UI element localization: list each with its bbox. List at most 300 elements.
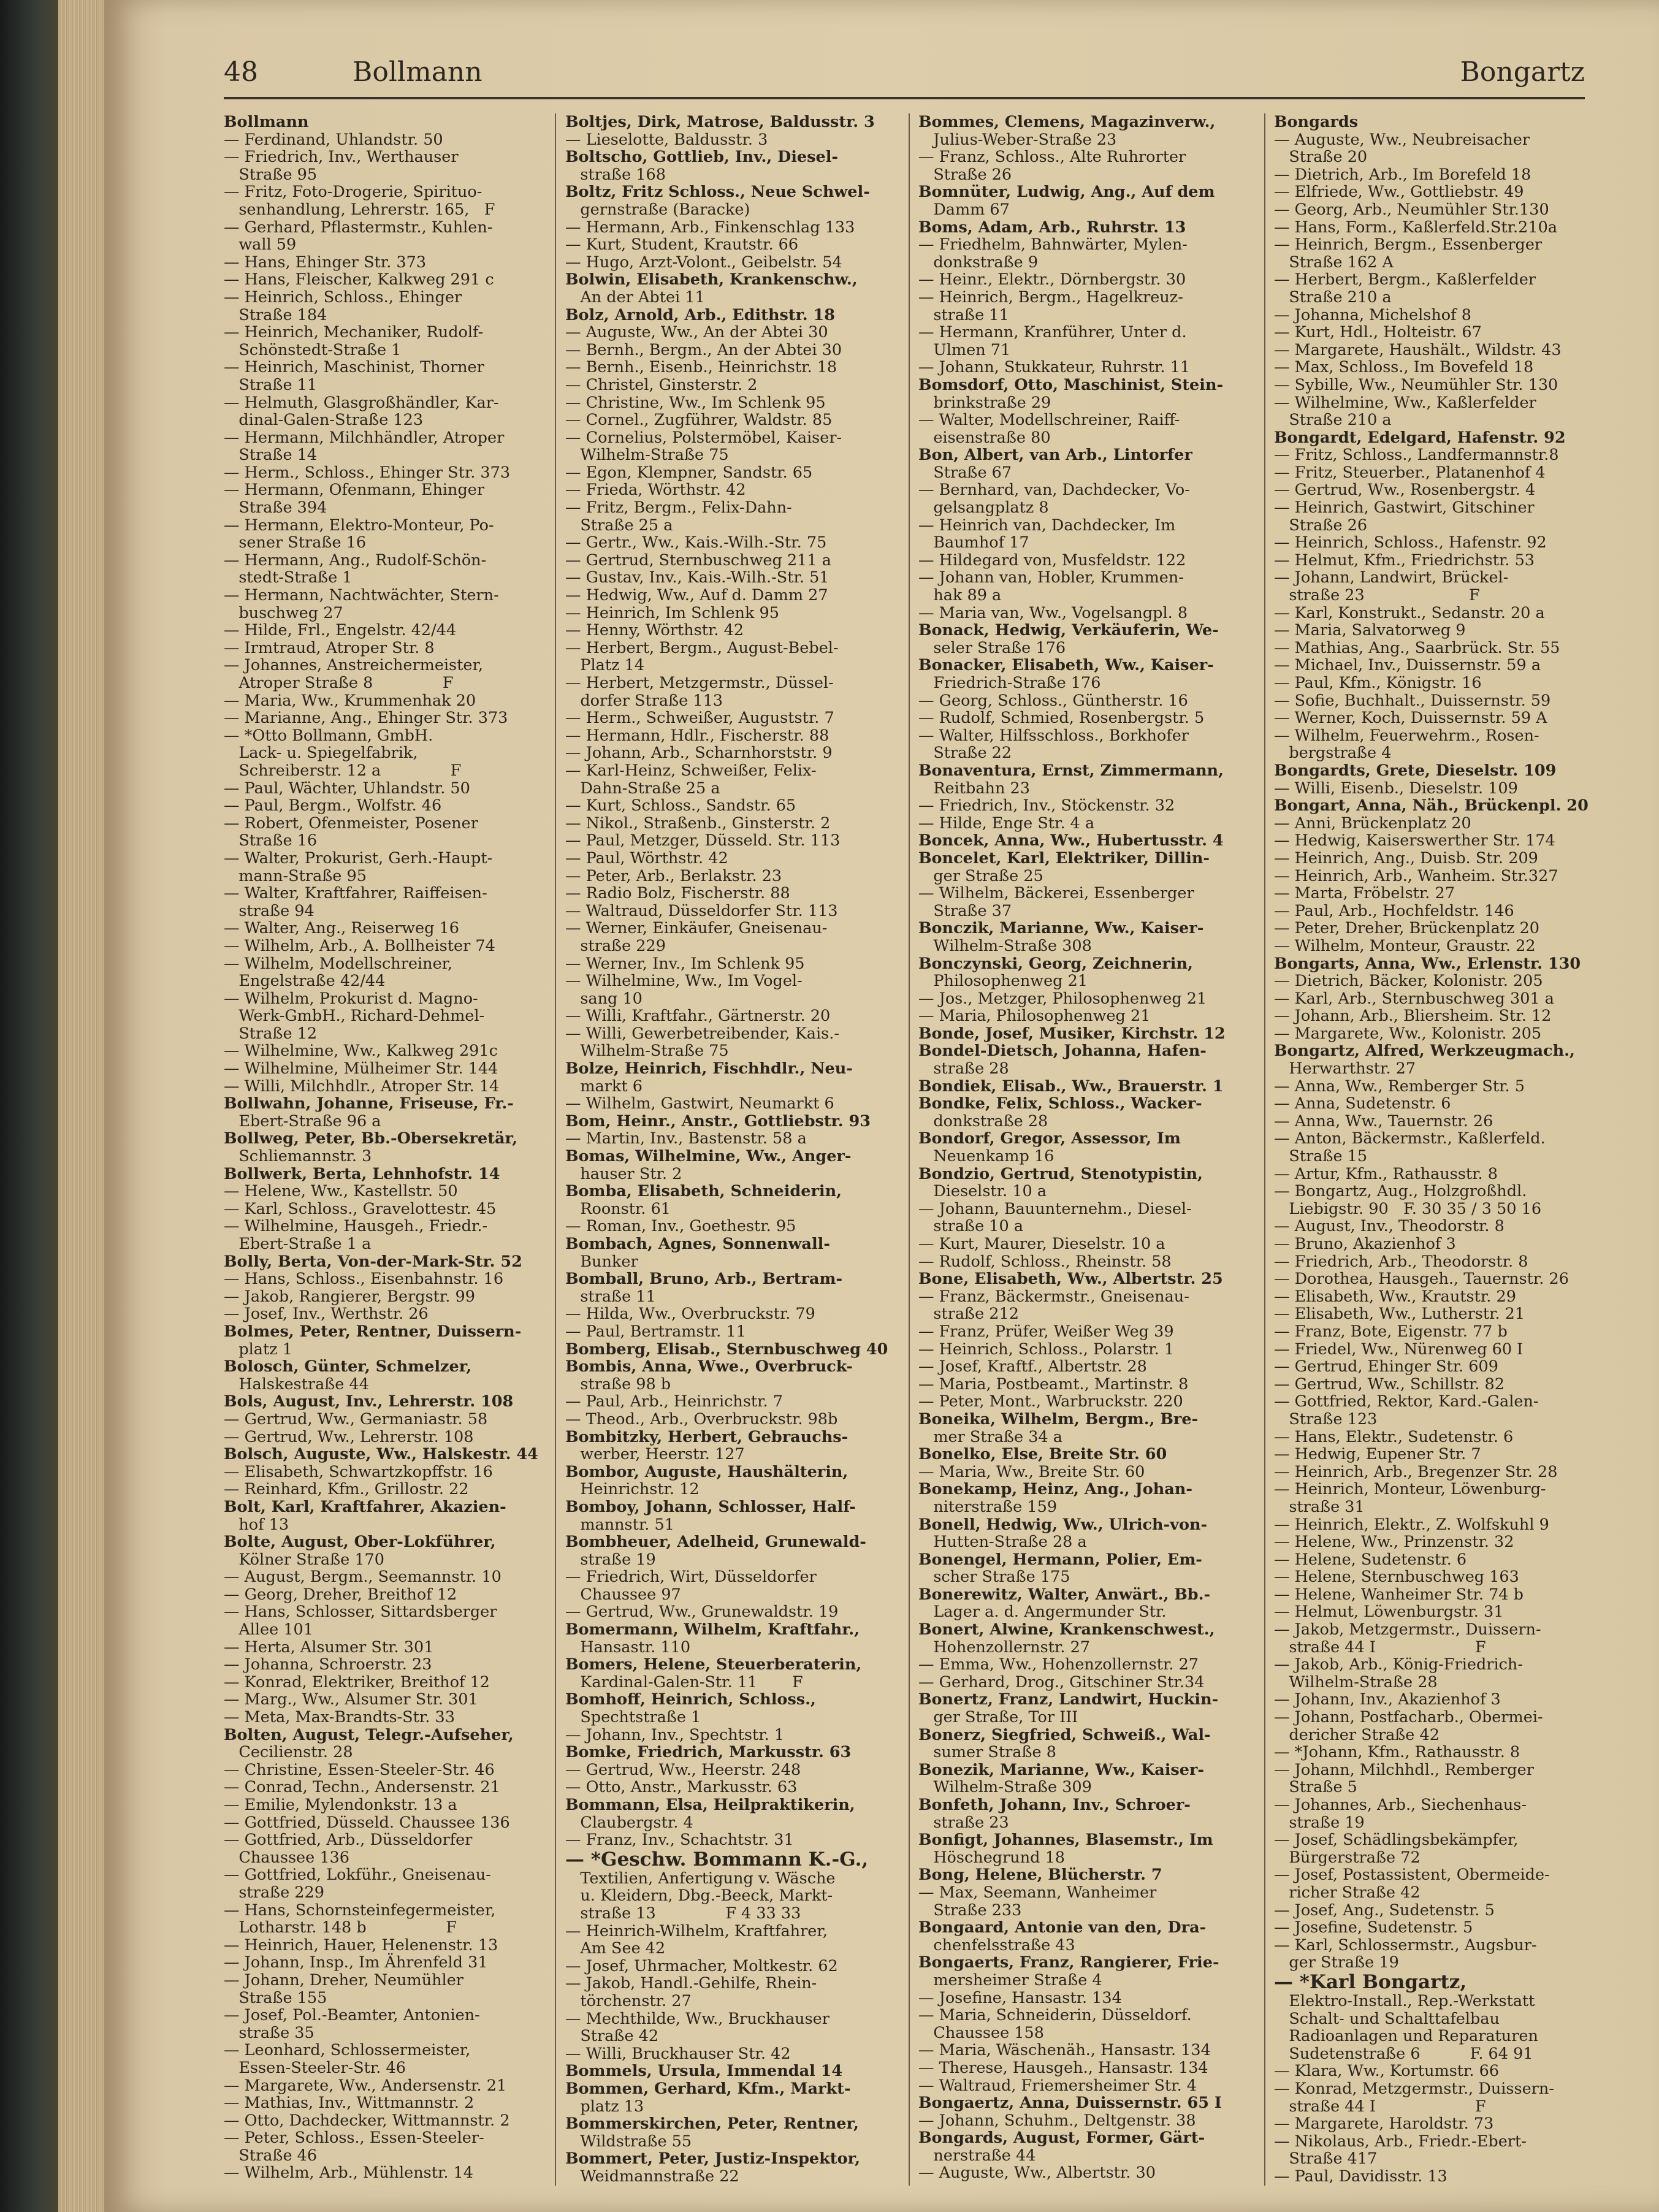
- directory-entry-line: — Friedel, Ww., Nürenweg 60 I: [1274, 1340, 1524, 1359]
- directory-entry-line: Straße 25 a: [565, 516, 673, 535]
- directory-entry-line: Bolsch, Auguste, Ww., Halskestr. 44: [224, 1445, 538, 1464]
- directory-entry-line: straße 11: [565, 1287, 656, 1306]
- directory-entry-line: Bols, August, Inv., Lehrerstr. 108: [224, 1392, 514, 1411]
- directory-entry-line: Elektro-Install., Rep.-Werkstatt: [1274, 1991, 1535, 2010]
- directory-entry-line: — Dietrich, Arb., Im Borefeld 18: [1274, 165, 1531, 184]
- directory-entry-line: — Kurt, Student, Krautstr. 66: [565, 235, 799, 254]
- directory-entry-line: — Irmtraud, Atroper Str. 8: [224, 638, 435, 657]
- directory-entry-line: — Willi, Bruckhauser Str. 42: [565, 2044, 791, 2063]
- directory-entry-line: Straße 42: [565, 2027, 659, 2046]
- directory-entry-line: — Walter, Kraftfahrer, Raiffeisen-: [224, 884, 487, 903]
- directory-entry-line: Bonfeth, Johann, Inv., Schroer-: [918, 1796, 1191, 1814]
- directory-entry-line: Bomas, Wilhelmine, Ww., Anger-: [565, 1147, 852, 1166]
- directory-entry-line: donkstraße 28: [918, 1112, 1048, 1131]
- directory-entry-line: — Michael, Inv., Duissernstr. 59 a: [1274, 656, 1541, 675]
- directory-entry-line: Straße 26: [1274, 516, 1368, 535]
- directory-entry-line: Ulmen 71: [918, 340, 1011, 359]
- directory-entry-line: Bongardts, Grete, Dieselstr. 109: [1274, 761, 1557, 780]
- directory-entry-line: Schliemannstr. 3: [224, 1147, 372, 1166]
- directory-entry-line: Julius-Weber-Straße 23: [918, 130, 1117, 149]
- directory-entry-line: Schönstedt-Straße 1: [224, 340, 402, 359]
- directory-entry-line: — Elfriede, Ww., Gottliebstr. 49: [1274, 183, 1524, 202]
- page-edges: [58, 0, 107, 2212]
- directory-entry-line: — Mathias, Ang., Saarbrück. Str. 55: [1274, 638, 1560, 657]
- directory-entry-line: — Bernh., Eisenb., Heinrichstr. 18: [565, 358, 837, 377]
- directory-entry-line: Weidmannstraße 22: [565, 2167, 739, 2186]
- directory-entry-line: Bombis, Anna, Wwe., Overbruck-: [565, 1357, 853, 1376]
- directory-entry-line: Bolten, August, Telegr.-Aufseher,: [224, 1725, 514, 1744]
- directory-entry-line: — Friedrich, Inv., Werthauser: [224, 148, 459, 167]
- directory-entry-line: — Wilhelmine, Ww., Kaßlerfelder: [1274, 393, 1536, 412]
- directory-entry-line: sang 10: [565, 989, 643, 1008]
- directory-entry-line: — Gertrud, Ehinger Str. 609: [1274, 1357, 1498, 1376]
- directory-entry-line: Hutten-Straße 28 a: [918, 1533, 1087, 1552]
- directory-entry-line: Boncelet, Karl, Elektriker, Dillin-: [918, 849, 1210, 868]
- directory-entry-line: — Johannes, Arb., Siechenhaus-: [1274, 1796, 1527, 1814]
- page-number: 48: [224, 56, 258, 88]
- directory-entry-line: — Hermann, Kranführer, Unter d.: [918, 323, 1187, 342]
- directory-entry-line: — Reinhard, Kfm., Grillostr. 22: [224, 1480, 469, 1499]
- directory-entry-line: straße 28: [918, 1059, 1009, 1078]
- directory-entry-line: — Gottfried, Düsseld. Chaussee 136: [224, 1813, 510, 1832]
- directory-entry-line: — Auguste, Ww., Albertstr. 30: [918, 2164, 1156, 2183]
- directory-entry-line: — Otto, Anstr., Markusstr. 63: [565, 1778, 798, 1797]
- directory-entry-line: — Josef, Ang., Sudetenstr. 5: [1274, 1901, 1495, 1920]
- directory-entry-line: Bongartz, Alfred, Werkzeugmach.,: [1274, 1042, 1575, 1061]
- directory-entry-line: — Heinrich, Arb., Bregenzer Str. 28: [1274, 1462, 1558, 1481]
- directory-entry-line: Bürgerstraße 72: [1274, 1848, 1421, 1867]
- directory-entry-line: — Emilie, Mylendonkstr. 13 a: [224, 1796, 457, 1814]
- directory-entry-line: Lack- u. Spiegelfabrik,: [224, 744, 418, 763]
- directory-entry-line: — Johann, Schuhm., Deltgenstr. 38: [918, 2111, 1196, 2130]
- directory-entry-line: — Heinrich van, Dachdecker, Im: [918, 516, 1176, 535]
- directory-entry-line: — Karl-Heinz, Schweißer, Felix-: [565, 761, 817, 780]
- directory-entry-line: Damm 67: [918, 200, 1010, 219]
- directory-entry-line: — Klara, Ww., Kortumstr. 66: [1274, 2062, 1500, 2081]
- directory-entry-line: — Gertrud, Ww., Rosenbergstr. 4: [1274, 481, 1536, 500]
- directory-entry-line: — Walter, Modellschreiner, Raiff-: [918, 411, 1180, 430]
- directory-entry-line: — Willi, Milchhdlr., Atroper Str. 14: [224, 1077, 500, 1096]
- directory-entry-line: Bommes, Clemens, Magazinverw.,: [918, 113, 1216, 131]
- directory-entry-line: straße 23: [918, 1813, 1009, 1832]
- directory-entry-line: Bondel-Dietsch, Johanna, Hafen-: [918, 1042, 1207, 1061]
- directory-entry-line: Bomboy, Johann, Schlosser, Half-: [565, 1497, 856, 1516]
- directory-entry-line: — Maria, Salvatorweg 9: [1274, 621, 1466, 640]
- directory-entry-line: Straße 123: [1274, 1409, 1378, 1428]
- directory-entry-line: sener Straße 16: [224, 533, 367, 552]
- directory-entry-line: platz 13: [565, 2097, 644, 2116]
- directory-entry-line: Bonezik, Marianne, Ww., Kaiser-: [918, 1760, 1204, 1779]
- directory-entry-line: — Wilhelm, Monteur, Graustr. 22: [1274, 936, 1536, 955]
- directory-entry-line: — Margarete, Ww., Kolonistr. 205: [1274, 1024, 1542, 1043]
- directory-entry-line: — Nikolaus, Arb., Friedr.-Ebert-: [1274, 2132, 1527, 2151]
- directory-entry-line: mersheimer Straße 4: [918, 1970, 1102, 1989]
- directory-entry-line: — Karl, Schloss., Gravelottestr. 45: [224, 1199, 497, 1218]
- directory-entry-line: — Anna, Ww., Tauernstr. 26: [1274, 1112, 1493, 1131]
- directory-entry-line: brinkstraße 29: [918, 393, 1051, 412]
- directory-entry-line: — Rudolf, Schloss., Rheinstr. 58: [918, 1252, 1172, 1271]
- directory-entry-line: Straße 20: [1274, 148, 1368, 167]
- directory-entry-line: — Heinrich, Schloss., Polarstr. 1: [918, 1340, 1175, 1359]
- directory-entry-line: — Mechthilde, Ww., Bruckhauser: [565, 2009, 830, 2028]
- directory-entry-line: straße 31: [1274, 1497, 1365, 1516]
- directory-entry-line: — Heinrich, Im Schlenk 95: [565, 603, 779, 622]
- directory-entry-line: Dahn-Straße 25 a: [565, 779, 720, 798]
- directory-entry-line: — Johanna, Schroerstr. 23: [224, 1655, 432, 1674]
- directory-entry-line: straße 229: [565, 936, 666, 955]
- directory-entry-line: Wilhelm-Straße 75: [565, 446, 729, 465]
- directory-entry-line: — Gertrud, Sternbuschweg 211 a: [565, 551, 831, 570]
- directory-entry-line: — August, Bergm., Seemannstr. 10: [224, 1568, 502, 1587]
- directory-entry-line: — Hans, Schlosser, Sittardsberger: [224, 1603, 497, 1622]
- directory-entry-line: — Margarete, Ww., Andersenstr. 21: [224, 2076, 507, 2095]
- directory-entry-line: Straße 16: [224, 831, 318, 850]
- directory-entry-line: Boltz, Fritz Schloss., Neue Schwel-: [565, 183, 870, 202]
- directory-entry-line: Bollwerk, Berta, Lehnhofstr. 14: [224, 1164, 500, 1183]
- directory-entry-line: — Gottfried, Arb., Düsseldorfer: [224, 1831, 473, 1850]
- directory-entry-line: — Dietrich, Bäcker, Kolonistr. 205: [1274, 972, 1543, 991]
- directory-entry-line: — Hermann, Ofenmann, Ehinger: [224, 481, 485, 500]
- directory-column-2: [565, 113, 909, 2186]
- directory-entry-line: straße 212: [918, 1305, 1019, 1324]
- directory-entry-line: — Wilhelm, Arb., A. Bollheister 74: [224, 936, 495, 955]
- directory-entry-line: Sudetenstraße 6 F. 64 91: [1274, 2044, 1533, 2063]
- directory-entry-line: Atroper Straße 8 F: [224, 674, 454, 692]
- directory-entry-line: — Elisabeth, Schwartzkopffstr. 16: [224, 1462, 493, 1481]
- directory-entry-line: Straße 26: [918, 165, 1012, 184]
- directory-entry-line: — Cornelius, Polstermöbel, Kaiser-: [565, 428, 842, 447]
- directory-entry-line: Straße 5: [1274, 1778, 1357, 1797]
- directory-entry-line: — Margarete, Haroldstr. 73: [1274, 2115, 1494, 2134]
- directory-entry-line: sumer Straße 8: [918, 1743, 1056, 1762]
- directory-entry-line: Bondzio, Gertrud, Stenotypistin,: [918, 1164, 1203, 1183]
- directory-entry-line: — Friedhelm, Bahnwärter, Mylen-: [918, 235, 1188, 254]
- directory-entry-line: — Hedwig, Kaiserswerther Str. 174: [1274, 831, 1555, 850]
- directory-entry-line: Heinrichstr. 12: [565, 1480, 700, 1499]
- directory-entry-line: — Fritz, Foto-Drogerie, Spirituo-: [224, 183, 482, 202]
- directory-entry-line: — Gottfried, Lokführ., Gneisenau-: [224, 1866, 491, 1885]
- directory-column-1: [224, 113, 567, 2186]
- directory-entry-line: — Konrad, Elektriker, Breithof 12: [224, 1672, 490, 1691]
- directory-entry-line: hof 13: [224, 1515, 289, 1534]
- directory-entry-line: — Hilde, Frl., Engelstr. 42/44: [224, 621, 457, 640]
- directory-entry-line: — Kurt, Maurer, Dieselstr. 10 a: [918, 1235, 1165, 1253]
- directory-entry-line: — Anna, Ww., Remberger Str. 5: [1274, 1077, 1525, 1096]
- directory-entry-line: Wilhelm-Straße 28: [1274, 1672, 1438, 1691]
- directory-entry-line: — Henny, Wörthstr. 42: [565, 621, 744, 640]
- directory-entry-line: — Paul, Davidisstr. 13: [1274, 2167, 1447, 2186]
- directory-entry-line: — Helene, Ww., Kastellstr. 50: [224, 1182, 458, 1201]
- directory-entry-line: Halskestraße 44: [224, 1375, 369, 1394]
- directory-entry-line: — Frieda, Wörthstr. 42: [565, 481, 746, 500]
- directory-entry-line: — Johann, Milchhdl., Remberger: [1274, 1760, 1534, 1779]
- directory-entry-line: Bonerewitz, Walter, Anwärt., Bb.-: [918, 1585, 1211, 1604]
- directory-entry-line: — Artur, Kfm., Rathausstr. 8: [1274, 1164, 1498, 1183]
- directory-entry-line: — Josef, Kraftf., Albertstr. 28: [918, 1357, 1147, 1376]
- directory-entry-line: — Gertrud, Ww., Heerstr. 248: [565, 1760, 801, 1779]
- directory-entry-line: Bunker: [565, 1252, 638, 1271]
- directory-entry-line: — Johann, Inv., Akazienhof 3: [1274, 1690, 1501, 1709]
- directory-entry-line: niterstraße 159: [918, 1497, 1058, 1516]
- directory-entry-line: — Heinrich, Mechaniker, Rudolf-: [224, 323, 484, 342]
- directory-entry-line: — Fritz, Bergm., Felix-Dahn-: [565, 498, 792, 517]
- directory-entry-line: — Helmut, Kfm., Friedrichstr. 53: [1274, 551, 1535, 570]
- directory-entry-line: — Waltraud, Friemersheimer Str. 4: [918, 2076, 1197, 2095]
- directory-entry-line: — Franz, Bote, Eigenstr. 77 b: [1274, 1322, 1508, 1341]
- directory-entry-line: Bolosch, Günter, Schmelzer,: [224, 1357, 472, 1376]
- directory-entry-line: — Heinrich, Schloss., Hafenstr. 92: [1274, 533, 1547, 552]
- directory-entry-line: — Hermann, Hdlr., Fischerstr. 88: [565, 726, 830, 745]
- directory-entry-line: — Johann, Bauunternehm., Diesel-: [918, 1199, 1192, 1218]
- directory-entry-line: nerstraße 44: [918, 2146, 1036, 2165]
- directory-entry-line: Kardinal-Galen-Str. 11 F: [565, 1672, 803, 1691]
- directory-entry-line: — Marta, Fröbelstr. 27: [1274, 884, 1455, 903]
- directory-entry-line: — Cornel., Zugführer, Waldstr. 85: [565, 411, 833, 430]
- directory-entry-line: Radioanlagen und Reparaturen: [1274, 2027, 1538, 2046]
- directory-entry-line: Hansastr. 110: [565, 1638, 691, 1657]
- directory-entry-line: Bommann, Elsa, Heilpraktikerin,: [565, 1796, 855, 1814]
- directory-entry-line: — Elisabeth, Ww., Lutherstr. 21: [1274, 1305, 1525, 1324]
- directory-entry-line: — Gerhard, Drog., Gitschiner Str.34: [918, 1672, 1205, 1691]
- directory-entry-line: Bomers, Helene, Steuerberaterin,: [565, 1655, 862, 1674]
- directory-entry-line: — Robert, Ofenmeister, Posener: [224, 814, 478, 833]
- directory-entry-line: — Karl, Schlossermstr., Augsbur-: [1274, 1935, 1537, 1955]
- directory-entry-line: — Josef, Inv., Werthstr. 26: [224, 1305, 429, 1324]
- directory-entry-line: — Elisabeth, Ww., Krautstr. 29: [1274, 1287, 1516, 1306]
- directory-entry-line: Neuenkamp 16: [918, 1147, 1055, 1166]
- directory-entry-line: Bolmes, Peter, Rentner, Duissern-: [224, 1322, 522, 1341]
- directory-entry-line: — Kurt, Schloss., Sandstr. 65: [565, 796, 796, 815]
- directory-entry-line: — Otto, Dachdecker, Wittmannstr. 2: [224, 2111, 510, 2130]
- directory-entry-line: Bolz, Arnold, Arb., Edithstr. 18: [565, 305, 835, 324]
- directory-entry-line: Straße 155: [224, 1988, 327, 2007]
- directory-entry-line: — Heinrich, Bergm., Hagelkreuz-: [918, 288, 1183, 307]
- directory-entry-line: — Georg, Arb., Neumühler Str.130: [1274, 200, 1549, 219]
- directory-entry-line: Hohenzollernstr. 27: [918, 1638, 1091, 1657]
- directory-entry-line: Straße 233: [918, 1901, 1022, 1920]
- directory-entry-line: — Johann, Stukkateur, Ruhrstr. 11: [918, 358, 1191, 377]
- directory-entry-line: straße 13 F 4 33 33: [565, 1904, 801, 1923]
- directory-entry-line: Straße 210 a: [1274, 288, 1392, 307]
- directory-entry-line: — *Johann, Kfm., Rathausstr. 8: [1274, 1743, 1520, 1762]
- directory-entry-line: straße 229: [224, 1883, 324, 1902]
- directory-entry-line: — Jos., Metzger, Philosophenweg 21: [918, 989, 1207, 1008]
- directory-entry-line: — Gertrud, Ww., Grunewaldstr. 19: [565, 1603, 839, 1622]
- directory-entry-line: Spechtstraße 1: [565, 1708, 701, 1727]
- directory-entry-line: — Roman, Inv., Goethestr. 95: [565, 1217, 796, 1236]
- directory-column-4: [1274, 113, 1617, 2186]
- directory-entry-line: — Lieselotte, Baldusstr. 3: [565, 130, 768, 149]
- directory-entry-line: Wilhelm-Straße 309: [918, 1778, 1092, 1797]
- directory-entry-line: — Heinrich, Arb., Wanheim. Str.327: [1274, 866, 1558, 885]
- directory-entry-line: — Theod., Arb., Overbruckstr. 98b: [565, 1409, 838, 1428]
- directory-entry-line: Chaussee 97: [565, 1585, 681, 1604]
- directory-entry-line: — Georg, Schloss., Güntherstr. 16: [918, 691, 1188, 710]
- directory-entry-line: Boms, Adam, Arb., Ruhrstr. 13: [918, 218, 1186, 237]
- directory-entry-line: — Maria, Philosophenweg 21: [918, 1007, 1151, 1026]
- directory-entry-line: Bondiek, Elisab., Ww., Brauerstr. 1: [918, 1077, 1224, 1096]
- directory-entry-line: — Jakob, Rangierer, Bergstr. 99: [224, 1287, 475, 1306]
- directory-entry-line: Roonstr. 61: [565, 1199, 671, 1218]
- directory-entry-line: straße 23 F: [1274, 586, 1480, 605]
- directory-entry-line: Straße 22: [918, 744, 1012, 763]
- directory-entry-line: Allee 101: [224, 1620, 314, 1639]
- directory-entry-line: — Hildegard von, Musfeldstr. 122: [918, 551, 1186, 570]
- directory-entry-line: — Peter, Mont., Warbruckstr. 220: [918, 1392, 1183, 1411]
- directory-entry-line: Bongaard, Antonie van den, Dra-: [918, 1918, 1207, 1937]
- directory-entry-line: Bommels, Ursula, Immendal 14: [565, 2062, 843, 2081]
- directory-entry-line: — Martin, Inv., Bastenstr. 58 a: [565, 1129, 807, 1148]
- directory-entry-line: Bonde, Josef, Musiker, Kirchstr. 12: [918, 1024, 1226, 1043]
- directory-entry-line: — Wilhelmine, Hausgeh., Friedr.-: [224, 1217, 488, 1236]
- directory-entry-line: Bollwahn, Johanne, Friseuse, Fr.-: [224, 1094, 514, 1113]
- directory-entry-line: — *Otto Bollmann, GmbH.: [224, 726, 433, 745]
- directory-entry-line: — Franz, Schloss., Alte Ruhrorter: [918, 148, 1186, 167]
- directory-entry-line: Bongart, Anna, Näh., Brückenpl. 20: [1274, 796, 1588, 815]
- directory-entry-line: — Dorothea, Hausgeh., Tauernstr. 26: [1274, 1270, 1569, 1289]
- directory-entry-line: — Hedwig, Eupener Str. 7: [1274, 1445, 1481, 1464]
- directory-entry-line: — Willi, Kraftfahr., Gärtnerstr. 20: [565, 1007, 831, 1026]
- directory-entry-line: Bomhoff, Heinrich, Schloss.,: [565, 1690, 816, 1709]
- directory-entry-line: — Johannes, Anstreichermeister,: [224, 656, 483, 675]
- directory-entry-line: Bombach, Agnes, Sonnenwall-: [565, 1235, 830, 1253]
- directory-entry-line: — Radio Bolz, Fischerstr. 88: [565, 884, 790, 903]
- directory-entry-line: — Paul, Kfm., Königstr. 16: [1274, 674, 1482, 692]
- directory-entry-line: törchenstr. 27: [565, 1991, 692, 2010]
- directory-entry-line: — Karl, Konstrukt., Sedanstr. 20 a: [1274, 603, 1545, 622]
- directory-entry-line: Bolly, Berta, Von-der-Mark-Str. 52: [224, 1252, 522, 1271]
- directory-entry-line: — Egon, Klempner, Sandstr. 65: [565, 463, 813, 482]
- directory-entry-line: Straße 37: [918, 901, 1012, 920]
- directory-entry-line: — Kurt, Hdl., Holteistr. 67: [1274, 323, 1482, 342]
- directory-entry-line: — Herbert, Metzgermstr., Düssel-: [565, 674, 834, 692]
- directory-entry-line: — Werner, Einkäufer, Gneisenau-: [565, 919, 828, 938]
- directory-entry-line: u. Kleidern, Dbg.-Beeck, Markt-: [565, 1886, 833, 1905]
- directory-entry-line: — Johann, Arb., Bliersheim. Str. 12: [1274, 1007, 1552, 1026]
- directory-entry-line: platz 1: [224, 1340, 293, 1359]
- directory-entry-line: — Hermann, Elektro-Monteur, Po-: [224, 516, 494, 535]
- directory-entry-line: — Walter, Ang., Reiserweg 16: [224, 919, 459, 938]
- left-running-head: Bollmann: [353, 56, 482, 88]
- directory-entry-line: — Meta, Max-Brandts-Str. 33: [224, 1708, 455, 1727]
- directory-entry-line: Schreiberstr. 12 a F: [224, 761, 462, 780]
- directory-entry-line: dorfer Straße 113: [565, 691, 723, 710]
- directory-entry-line: — Paul, Wächter, Uhlandstr. 50: [224, 779, 470, 798]
- directory-entry-line: straße 10 a: [918, 1217, 1024, 1236]
- directory-entry-line: — Auguste, Ww., An der Abtei 30: [565, 323, 828, 342]
- directory-entry-line: — Maria van, Ww., Vogelsangpl. 8: [918, 603, 1188, 622]
- directory-entry-line: — Jakob, Handl.-Gehilfe, Rhein-: [565, 1974, 817, 1993]
- directory-entry-line: — Peter, Arb., Berlakstr. 23: [565, 866, 782, 885]
- directory-entry-line: — Peter, Dreher, Brückenplatz 20: [1274, 919, 1540, 938]
- directory-entry-line: — Johann, Postfacharb., Obermei-: [1274, 1708, 1543, 1727]
- directory-entry-line: Bom, Heinr., Anstr., Gottliebstr. 93: [565, 1112, 871, 1131]
- directory-entry-line: Straße 210 a: [1274, 411, 1392, 430]
- directory-entry-line: Bonczik, Marianne, Ww., Kaiser-: [918, 919, 1204, 938]
- directory-entry-line: — Hilda, Ww., Overbruckstr. 79: [565, 1305, 815, 1324]
- book-spine: [0, 0, 58, 2212]
- directory-entry-line: Kölner Straße 170: [224, 1550, 385, 1569]
- right-running-head: Bongartz: [1460, 56, 1585, 88]
- directory-entry-line: — Margarete, Haushält., Wildstr. 43: [1274, 340, 1562, 359]
- directory-entry-line: Straße 417: [1274, 2149, 1378, 2168]
- directory-entry-line: — Heinr., Elektr., Dörnbergstr. 30: [918, 270, 1186, 289]
- directory-entry-line: — Wilhelmine, Ww., Im Vogel-: [565, 972, 803, 991]
- directory-entry-line: — *Karl Bongartz,: [1274, 1970, 1467, 1993]
- directory-entry-line: Ebert-Straße 96 a: [224, 1112, 381, 1131]
- directory-entry-line: Bolwin, Elisabeth, Krankenschw.,: [565, 270, 858, 289]
- directory-entry-line: hauser Str. 2: [565, 1164, 682, 1183]
- directory-entry-line: — Paul, Arb., Heinrichstr. 7: [565, 1392, 783, 1411]
- directory-entry-line: — Josef, Postassistent, Obermeide-: [1274, 1866, 1550, 1885]
- directory-entry-line: Bonertz, Franz, Landwirt, Huckin-: [918, 1690, 1219, 1709]
- directory-entry-line: straße 44 I F: [1274, 1638, 1486, 1657]
- directory-entry-line: — Karl, Arb., Sternbuschweg 301 a: [1274, 989, 1554, 1008]
- directory-entry-line: Bonfigt, Johannes, Blasemstr., Im: [918, 1831, 1213, 1850]
- directory-entry-line: — Heinrich, Gastwirt, Gitschiner: [1274, 498, 1535, 517]
- directory-entry-line: — Friedrich, Arb., Theodorstr. 8: [1274, 1252, 1528, 1271]
- directory-entry-line: — Hans, Schornsteinfegermeister,: [224, 1901, 496, 1920]
- directory-entry-line: Bonerz, Siegfried, Schweiß., Wal-: [918, 1725, 1211, 1744]
- directory-entry-line: — Fritz, Schloss., Landfermannstr.8: [1274, 446, 1559, 465]
- directory-entry-line: Bomermann, Wilhelm, Kraftfahr.,: [565, 1620, 860, 1639]
- directory-entry-line: — Heinrich, Ang., Duisb. Str. 209: [1274, 849, 1538, 868]
- directory-entry-line: — Christine, Ww., Im Schlenk 95: [565, 393, 826, 412]
- directory-entry-line: Dieselstr. 10 a: [918, 1182, 1047, 1201]
- directory-entry-line: ger Straße, Tor III: [918, 1708, 1078, 1727]
- directory-entry-line: — Paul, Bertramstr. 11: [565, 1322, 746, 1341]
- directory-entry-line: Bonell, Hedwig, Ww., Ulrich-von-: [918, 1515, 1208, 1534]
- directory-entry-line: — Wilhelm, Arb., Mühlenstr. 14: [224, 2164, 473, 2183]
- directory-entry-line: Schalt- und Schalttafelbau: [1274, 2009, 1500, 2028]
- directory-entry-line: — Heinrich, Schloss., Ehinger: [224, 288, 462, 307]
- directory-entry-line: — Paul, Wörthstr. 42: [565, 849, 728, 868]
- directory-entry-line: — Jakob, Arb., König-Friedrich-: [1274, 1655, 1523, 1674]
- directory-entry-line: Engelstraße 42/44: [224, 972, 386, 991]
- directory-entry-line: Straße 95: [224, 165, 318, 184]
- directory-entry-line: Ebert-Straße 1 a: [224, 1235, 372, 1253]
- directory-entry-line: — Marianne, Ang., Ehinger Str. 373: [224, 709, 508, 728]
- directory-entry-line: — Helene, Ww., Prinzenstr. 32: [1274, 1533, 1514, 1552]
- directory-entry-line: — Hans, Ehinger Str. 373: [224, 253, 427, 272]
- directory-entry-line: straße 44 I F: [1274, 2097, 1486, 2116]
- directory-entry-line: richer Straße 42: [1274, 1883, 1421, 1902]
- directory-entry-line: Bombitzky, Herbert, Gebrauchs-: [565, 1427, 849, 1446]
- directory-entry-line: Baumhof 17: [918, 533, 1029, 552]
- directory-entry-line: Bongards, August, Former, Gärt-: [918, 2129, 1205, 2148]
- directory-entry-line: — Helmut, Löwenburgstr. 31: [1274, 1603, 1504, 1622]
- directory-entry-line: — Wilhelmine, Ww., Kalkweg 291c: [224, 1042, 498, 1061]
- directory-entry-line: — Anton, Bäckermstr., Kaßlerfeld.: [1274, 1129, 1546, 1148]
- directory-entry-line: chenfelsstraße 43: [918, 1935, 1075, 1955]
- directory-entry-line: — Johann van, Hobler, Krummen-: [918, 568, 1184, 587]
- directory-entry-line: bergstraße 4: [1274, 744, 1392, 763]
- directory-entry-line: — Herbert, Bergm., August-Bebel-: [565, 638, 839, 657]
- directory-entry-line: — Maria, Postbeamt., Martinstr. 8: [918, 1375, 1189, 1394]
- directory-entry-line: — Helene, Wanheimer Str. 74 b: [1274, 1585, 1524, 1604]
- directory-entry-line: — Hugo, Arzt-Volont., Geibelstr. 54: [565, 253, 842, 272]
- directory-entry-line: — Wilhelm, Modellschreiner,: [224, 954, 453, 973]
- directory-entry-line: Reitbahn 23: [918, 779, 1030, 798]
- page-header: [120, 56, 1585, 99]
- directory-entry-line: Bomball, Bruno, Arb., Bertram-: [565, 1270, 843, 1289]
- directory-entry-line: Bonczynski, Georg, Zeichnerin,: [918, 954, 1193, 973]
- directory-entry-line: Chaussee 136: [224, 1848, 350, 1867]
- directory-entry-line: Liebigstr. 90 F. 30 35 / 3 50 16: [1274, 1199, 1542, 1218]
- directory-entry-line: Wildstraße 55: [565, 2132, 692, 2151]
- directory-entry-line: Friedrich-Straße 176: [918, 674, 1101, 692]
- directory-entry-line: — Johann, Insp., Im Ährenfeld 31: [224, 1953, 488, 1972]
